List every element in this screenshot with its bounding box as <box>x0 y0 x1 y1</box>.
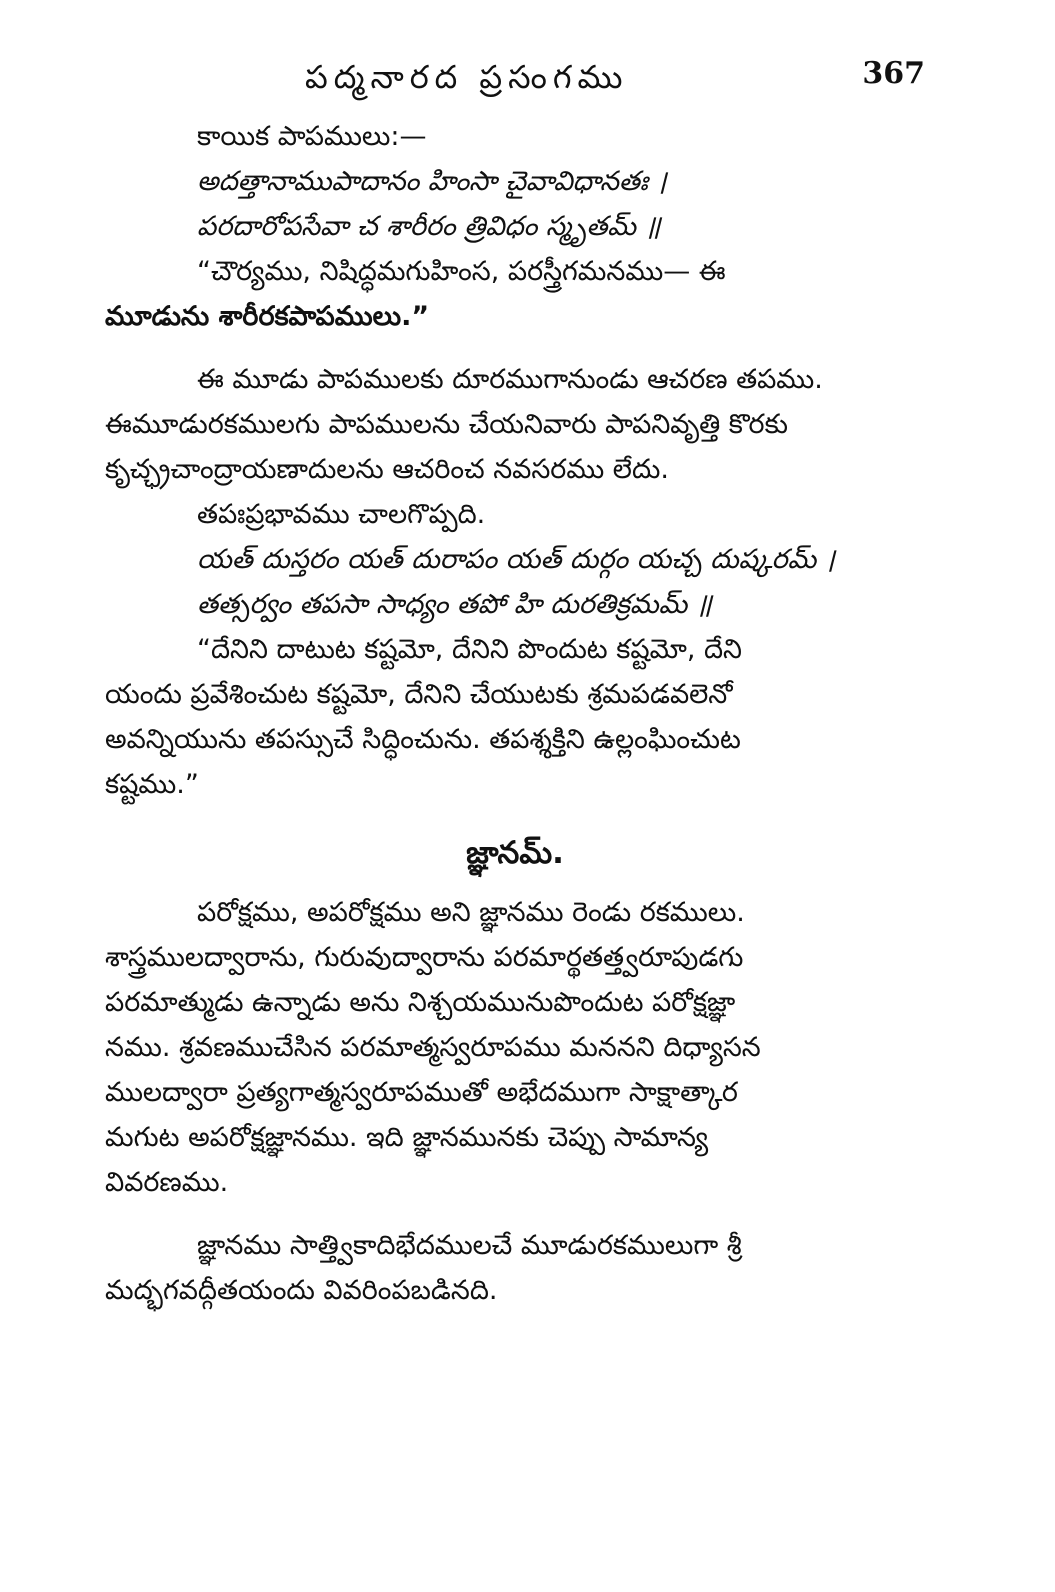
paragraph-line: నము. శ్రవణముచేసిన పరమాత్మస్వరూపము మననని దిధ్యాసన <box>105 1032 761 1063</box>
section-heading: జ్ఞానమ్. <box>466 835 564 871</box>
paragraph-line: కృచ్ఛ్రచాంద్రాయణాదులను ఆచరించ నవసరము లేదు. <box>105 454 669 485</box>
paragraph-line: ఈమూడురకములగు పాపములను చేయనివారు పాపనివృత్తి కొరకు <box>105 409 789 440</box>
paragraph-line: మద్భగవద్గీతయందు వివరింపబడినది. <box>105 1275 498 1306</box>
verse-line: యత్ దుస్తరం యత్ దురాపం యత్ దుర్గం యచ్చ దుష్కరమ్ । <box>197 544 835 575</box>
running-title: పద్మనారద ప్రసంగము <box>305 58 629 96</box>
paragraph-line: పరోక్షము, అపరోక్షము అని జ్ఞానము రెండు రకములు. <box>197 897 745 928</box>
page-body <box>105 114 925 1313</box>
spacer <box>105 339 925 357</box>
paragraph-line: వివరణము. <box>105 1167 229 1198</box>
verse-line: పరదారోపసేవా చ శారీరం త్రివిధం స్మృతమ్ ॥ <box>197 211 661 242</box>
gloss-line: “దేనిని దాటుట కష్టమో, దేనిని పొందుట కష్టమో, దేని <box>197 634 742 665</box>
gloss-line: “చౌర్యము, నిషిద్ధమగుహింస, పరస్త్రీగమనము— ఈ <box>197 256 726 287</box>
gloss-line: యందు ప్రవేశించుట కష్టమో, దేనిని చేయుటకు శ్రమపడవలెనో <box>105 679 733 710</box>
paragraph-line: ములద్వారా ప్రత్యగాత్మస్వరూపముతో అభేదముగా సాక్షాత్కార <box>105 1077 738 1108</box>
section-label: కాయిక పాపములు:— <box>197 121 427 152</box>
paragraph-line: ఈ మూడు పాపములకు దూరముగానుండు ఆచరణ తపము. <box>197 364 823 395</box>
paragraph-line: జ్ఞానము సాత్త్వికాదిభేదములచే మూడురకములుగా శ్రీ <box>197 1230 742 1261</box>
paragraph-line: మగుట అపరోక్షజ్ఞానము. ఇది జ్ఞానమునకు చెప్పు సామాన్య <box>105 1122 709 1153</box>
page-header <box>105 52 925 114</box>
paragraph-line: తపఃప్రభావము చాలగొప్పది. <box>197 499 486 530</box>
page-number: 367 <box>862 56 925 91</box>
verse-line: తత్సర్వం తపసా సాధ్యం తపో హి దురతిక్రమమ్ ॥ <box>197 589 712 620</box>
paragraph-line: పరమాత్ముడు ఉన్నాడు అను నిశ్చయమునుపొందుట పరోక్షజ్ఞా <box>105 987 736 1018</box>
gloss-line: మూడును శారీరకపాపములు.” <box>105 301 430 332</box>
verse-line: అదత్తానాముపాదానం హింసా చైవావిధానతః । <box>197 166 667 197</box>
gloss-line: అవన్నియును తపస్సుచే సిద్ధించును. తపశ్శక్తిని ఉల్లంఘించుట <box>105 724 741 755</box>
spacer <box>105 1205 925 1223</box>
paragraph-line: శాస్త్రములద్వారాను, గురువుద్వారాను పరమార్థతత్త్వరూపుడగు <box>105 942 744 973</box>
gloss-line: కష్టము.” <box>105 769 199 800</box>
